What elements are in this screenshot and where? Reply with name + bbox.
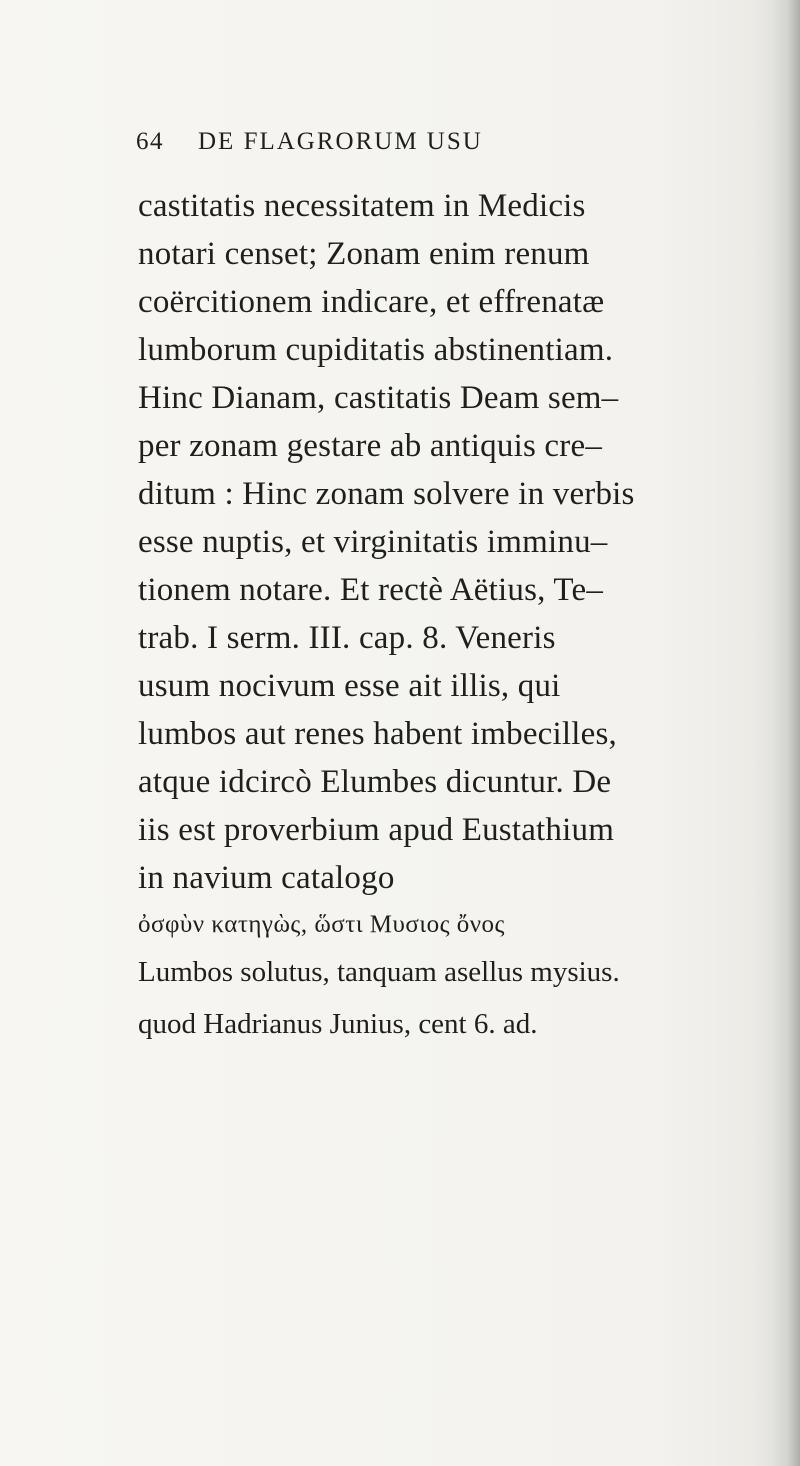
text-line: iis est proverbium apud Eustathium (138, 812, 615, 848)
text-line: trab. I serm. III. cap. 8. Veneris (138, 620, 556, 656)
text-line: quod Hadrianus Junius, cent 6. ad. (138, 1008, 538, 1040)
greek-proverb: ὀσφὺν κατηγὼς, ὥστι Μυσιος ὄνος (138, 911, 505, 938)
text-line: ditum : Hinc zonam solvere in verbis (138, 476, 635, 512)
page-number: 64 (136, 128, 164, 155)
text-line: in navium catalogo (138, 860, 395, 896)
page-edge-shadow (772, 0, 800, 1466)
running-head: DE FLAGRORUM USU (198, 128, 483, 155)
text-line: usum nocivum esse ait illis, qui (138, 668, 561, 704)
translation-line: Lumbos solutus, tanquam asellus mysius. (138, 956, 620, 988)
page-header (136, 128, 696, 168)
text-line: lumborum cupiditatis abstinentiam. (138, 332, 614, 368)
text-line: esse nuptis, et virginitatis imminu– (138, 524, 608, 560)
text-line: tionem notare. Et rectè Aëtius, Te– (138, 572, 604, 608)
text-line: coërcitionem indicare, et effrenatæ (138, 284, 605, 320)
text-line: per zonam gestare ab antiquis cre– (138, 428, 603, 464)
body-text (138, 182, 748, 1050)
text-line: atque idcircò Elumbes dicuntur. De (138, 764, 612, 800)
text-line: castitatis necessitatem in Medicis (138, 188, 586, 224)
text-line: notari censet; Zonam enim renum (138, 236, 590, 272)
text-line: Hinc Dianam, castitatis Deam sem– (138, 380, 619, 416)
text-line: lumbos aut renes habent imbecilles, (138, 716, 617, 752)
